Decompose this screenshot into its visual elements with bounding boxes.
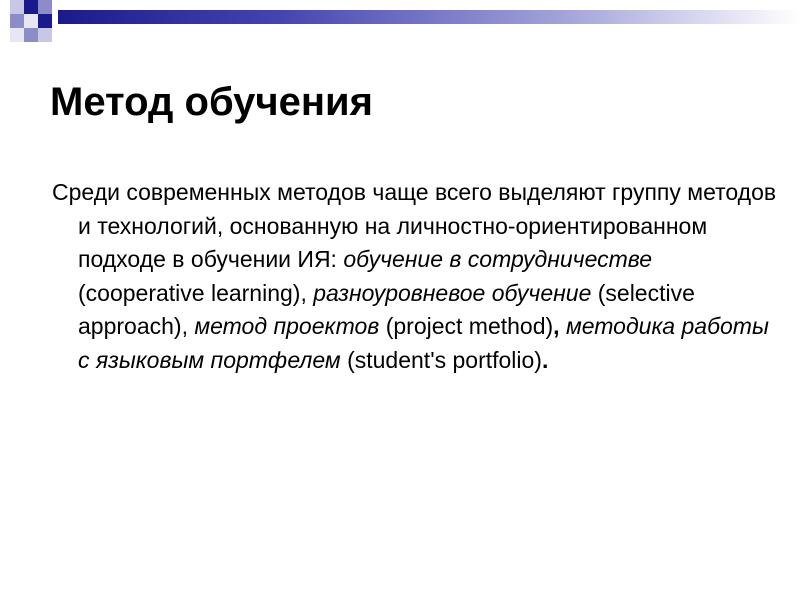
method-portfolio-en: (student's portfolio) bbox=[340, 346, 542, 373]
method-cooperative-en: (cooperative learning), bbox=[78, 279, 307, 306]
deco-square bbox=[24, 28, 38, 42]
method-project-en: (project method) bbox=[379, 313, 554, 339]
deco-square bbox=[10, 0, 24, 14]
deco-square bbox=[38, 14, 52, 28]
deco-square bbox=[10, 14, 24, 28]
method-cooperative-ru: обучение в сотрудничестве bbox=[343, 246, 653, 272]
deco-square bbox=[38, 0, 52, 14]
method-project-ru: метод проектов bbox=[187, 313, 380, 339]
body-intro: Среди современных методов чаще всего выделяют группу методов и технологий, основанную на личностно-ориентированном подходе в обучении ИЯ: bbox=[52, 179, 777, 272]
deco-square bbox=[38, 28, 52, 42]
method-selective-ru: разноуровневое обучение bbox=[306, 279, 592, 306]
deco-square bbox=[24, 14, 38, 28]
deco-square bbox=[24, 0, 38, 14]
final-period: . bbox=[541, 346, 549, 373]
deco-square bbox=[10, 28, 24, 42]
header-decoration bbox=[0, 0, 800, 50]
slide-body-text bbox=[52, 176, 778, 377]
separator-comma: , bbox=[553, 313, 560, 339]
method-portfolio-ru: методика работы с языковым портфелем bbox=[78, 313, 769, 373]
header-gradient-bar bbox=[58, 10, 800, 24]
method-selective-en: (selective approach), bbox=[78, 279, 695, 339]
slide-title: Метод обучения bbox=[50, 80, 373, 124]
